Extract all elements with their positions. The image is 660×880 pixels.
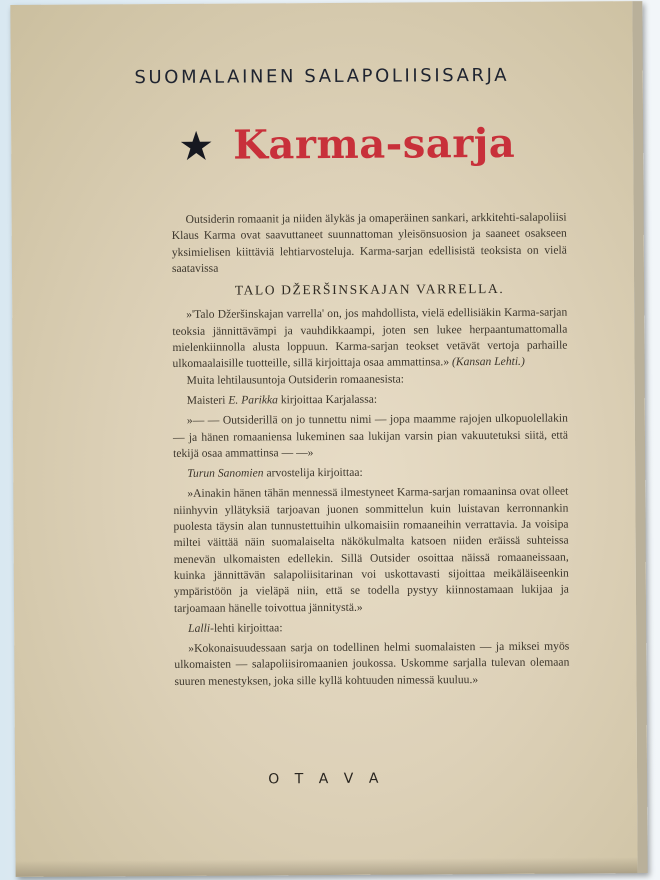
book-back-cover: [10, 1, 647, 877]
reviewer-4-name: Lalli: [188, 621, 211, 635]
quote-1-source: (Kansan Lehti.): [451, 355, 525, 369]
quote-1-text: »'Talo Džeršinskajan varrella' on, jos mahdollista, vielä edellisiäkin Karma-sarjan teoksia jännittävämpi ja vauhdikkaampi, joten sen lukee herpaantumattomalla mielenkiinnolla alusta loppuun. Karma-sarjan teokset vetävät vertoja parhaille ulkomaalaisille tuotteille, sillä kirjoittaja osaa ammattinsa.»: [172, 306, 568, 371]
reviewer-3-name: Turun Sanomien: [187, 466, 264, 481]
review-quote-3: »Ainakin hänen tähän mennessä ilmestyneet Karma-sarjan romaaninsa ovat olleet niinhyvin yllätyksiä tarjoavan juonen sommittelun kuin luistavan kerronnankin puolesta täysin alan tunnustettuihin ulkomaisiin romaaneihin verrattavia. Ja voisipa miltei väittää näin suomalaiselta näkökulmalta katsoen niiden eräissä suhteissa menevän ulkomaisten edellekin. Sillä Outsider osoittaa näissä romaaneissaan, kuinka jännittävän salapoliisitarinan voi uskottavasti sijoittaa meikäläiseenkin ympäristöön ja vieläpä niin, että se todella pystyy kiinnostamaan lukijaa ja tarjoamaan hänelle toivottua jännitystä.»: [173, 484, 569, 615]
intro-paragraph: Outsiderin romaanit ja niiden älykäs ja omaperäinen sankari, arkkitehti-salapoliisi Klaus Karma ovat saavuttaneet suunnattoman yleisönsuosion ja saaneet osakseen yksimielisen kiittäviä lehtiarvosteluja. Karma-sarjan edellisistä teoksista on vielä saatavissa: [171, 210, 567, 275]
publisher-name: O T A V A: [268, 770, 384, 788]
review-quote-2: »— — Outsiderillä on jo tunnettu nimi — jopa maamme rajojen ulkopuolellakin — ja hänen romaaniensa lukeminen saa lukijan varsin pian vakuutetuksi siitä, että tekijä osaa ammattinsa — —»: [172, 411, 569, 460]
reviewer-2-line: Maisteri E. Parikka kirjoittaa Karjalassa:: [186, 392, 378, 407]
title-row: [179, 120, 515, 169]
review-quote-4: »Kokonaisuudessaan sarja on todellinen helmi suomalaisten — ja miksei myös ulkomaisten — salapoliisiromaanien joukossa. Uskomme sarjalla tulevan olemaan suuren menestyksen, joka sille kyllä kohtuuden nimessä kuuluu.»: [174, 639, 570, 688]
star-icon: [179, 128, 213, 162]
featured-book-title: TALO DŽERŠINSKAJAN VARRELLA.: [234, 281, 505, 298]
reviewer-3-line: Turun Sanomien arvostelija kirjoittaa:: [187, 465, 363, 481]
back-cover-text: [172, 210, 570, 690]
reviewer-2-name: E. Parikka: [228, 393, 278, 407]
more-reviews-intro: Muita lehtilausuntoja Outsiderin romaanesista:: [186, 372, 405, 387]
series-heading: SUOMALAINEN SALAPOLIISISARJA: [134, 64, 510, 89]
book-edge-shadow: [16, 857, 638, 877]
review-quote-1: [172, 305, 567, 373]
series-title: Karma-sarja: [233, 119, 516, 169]
reviewer-4-line: Lalli-lehti kirjoittaa:: [188, 621, 283, 635]
